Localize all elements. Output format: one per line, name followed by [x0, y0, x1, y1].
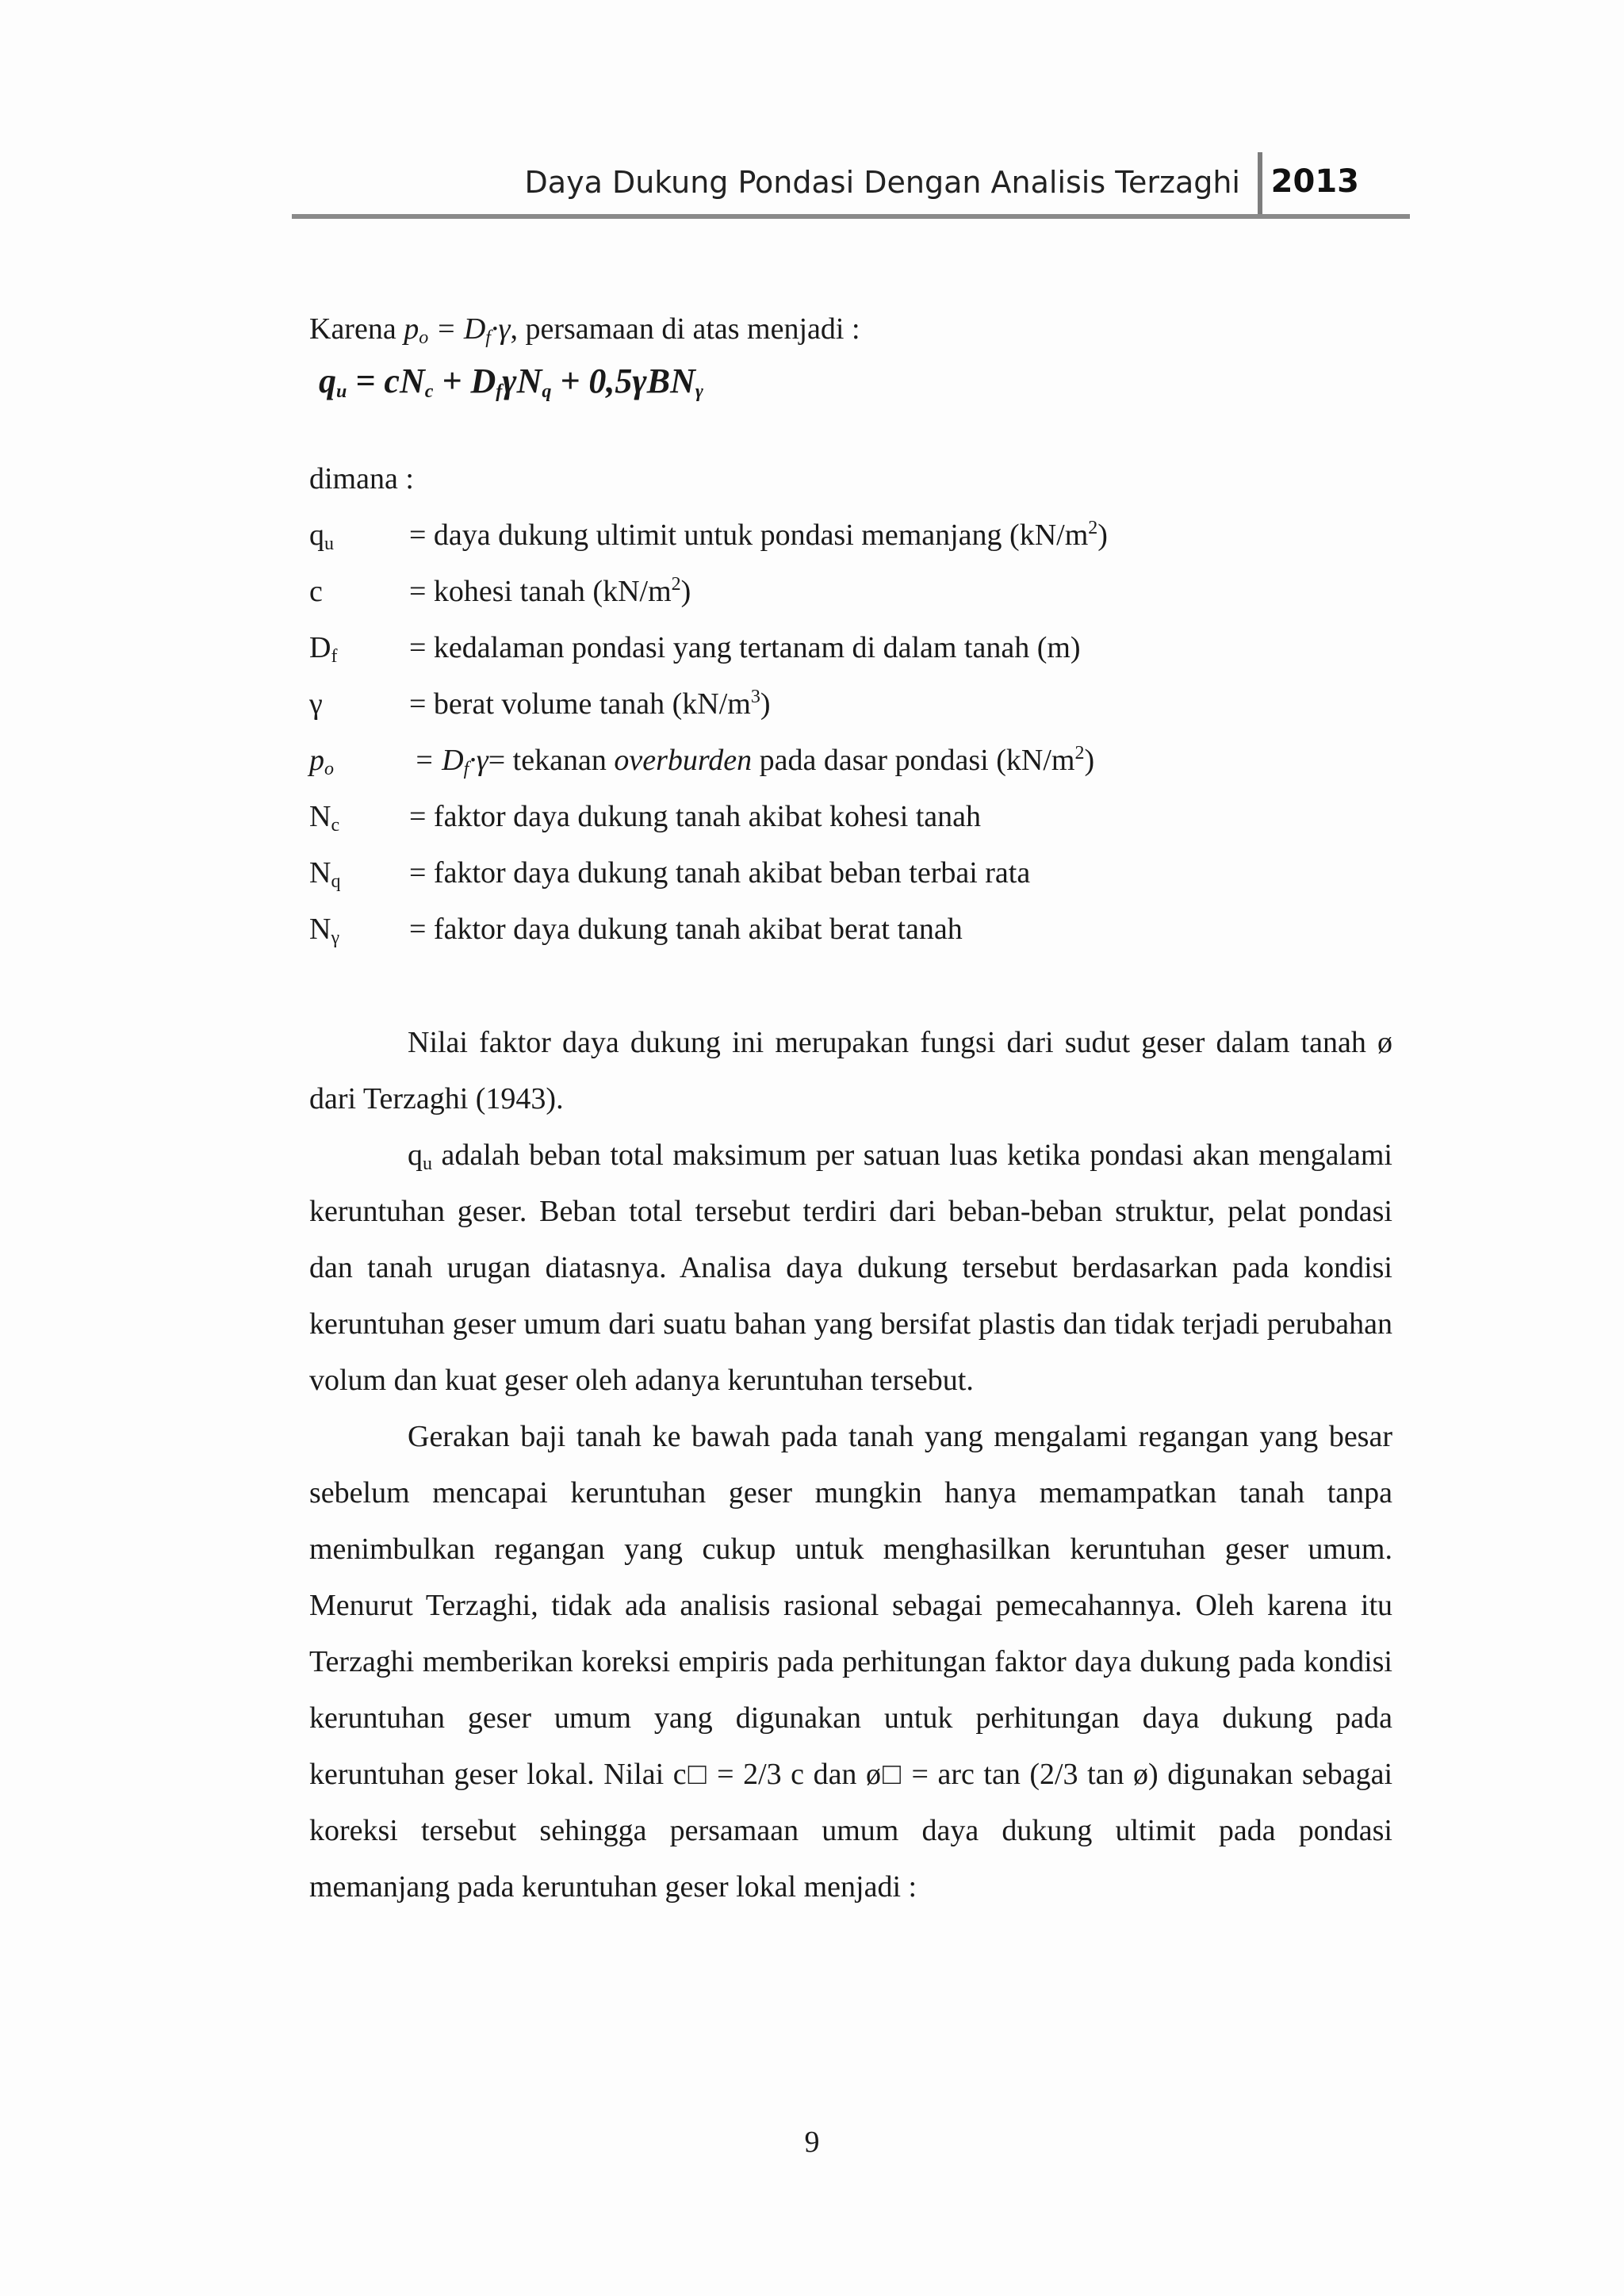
- def-symbol: $D_f$: [309, 631, 338, 667]
- def-text: = berat volume tanah $(kN/m^3)$: [409, 687, 771, 721]
- intro-gamma: ·γ: [490, 312, 511, 346]
- def-text: = kohesi tanah $(kN/m^2)$: [409, 574, 691, 608]
- definition-row: [309, 620, 1392, 676]
- def-text: = kedalaman pondasi yang tertanam di dalam tanah (m): [409, 631, 1081, 664]
- def-text: = faktor daya dukung tanah akibat berat tanah: [409, 913, 963, 946]
- header-rule: [292, 214, 1410, 219]
- definition-row: [309, 564, 1392, 620]
- eq-q: q: [319, 362, 336, 400]
- def-symbol: γ: [309, 687, 323, 721]
- def-text: = $D_f\cdot\gamma=$ tekanan overburden pada dasar pondasi $(kN/m^2)$: [414, 743, 1095, 779]
- eq-term-3-sub: q: [542, 381, 552, 402]
- header-title: Daya Dukung Pondasi Dengan Analisis Terzaghi: [524, 165, 1240, 200]
- definition-row: [309, 676, 1392, 733]
- definition-row: [309, 507, 1392, 564]
- bearing-capacity-equation: [309, 358, 1392, 418]
- paragraph-3: Gerakan baji tanah ke bawah pada tanah yang mengalami regangan yang besar sebelum mencapai keruntuhan geser mungkin hanya memampatkan tanah tanpa menimbulkan regangan yang cukup untuk menghasilkan keruntuhan geser umum. Menurut Terzaghi, tidak ada analisis rasional sebagai pemecahannya. Oleh karena itu Terzaghi memberikan koreksi empiris pada perhitungan faktor daya dukung pada kondisi keruntuhan geser umum yang digunakan untuk perhitungan daya dukung pada keruntuhan geser lokal. Nilai c□ = 2/3 c dan ø□ = arc tan (2/3 tan ø) digunakan sebagai koreksi tersebut sehingga persamaan umum daya dukung ultimit pada pondasi memanjang pada keruntuhan geser lokal menjadi :: [309, 1420, 1392, 1904]
- def-text: = daya dukung ultimit untuk pondasi memanjang $(kN/m^2)$: [409, 518, 1108, 552]
- page-number: 9: [804, 2126, 820, 2159]
- intro-df-sub: f: [485, 327, 491, 348]
- eq-term-4: + 0,5γBN: [551, 362, 695, 400]
- paragraph-2: $q_u$ adalah beban total maksimum per satuan luas ketika pondasi akan mengalami keruntuhan geser. Beban total tersebut terdiri dari beban-beban struktur, pelat pondasi dan tanah urugan diatasnya. Analisa daya dukung tersebut berdasarkan pada kondisi keruntuhan geser umum dari suatu bahan yang bersifat plastis dan tidak terjadi perubahan volum dan kuat geser oleh adanya keruntuhan tersebut.: [309, 1138, 1392, 1397]
- def-symbol: c: [309, 575, 323, 608]
- definition-row: [309, 789, 1392, 845]
- intro-po: p: [404, 312, 419, 346]
- definition-row-po: [309, 733, 1392, 789]
- eq-q-sub: u: [336, 381, 347, 402]
- intro-eq: = D: [428, 312, 486, 346]
- def-text: = faktor daya dukung tanah akibat beban terbai rata: [409, 856, 1031, 890]
- eq-term-2: + D: [433, 362, 496, 400]
- header-separator: [1258, 152, 1262, 219]
- header-year: 2013: [1270, 163, 1359, 200]
- intro-suffix: , persamaan di atas menjadi :: [510, 312, 860, 346]
- def-symbol: $N_\gamma$: [309, 913, 340, 948]
- def-symbol: $p_o$: [309, 744, 334, 779]
- eq-term-3: γN: [502, 362, 542, 400]
- paragraph-1: Nilai faktor daya dukung ini merupakan fungsi dari sudut geser dalam tanah ø dari Terzaghi (1943).: [309, 1026, 1392, 1115]
- eq-term-1: = cN: [347, 362, 425, 400]
- eq-term-1-sub: c: [424, 381, 434, 402]
- running-header: [292, 144, 1410, 219]
- page-body: [309, 301, 1392, 1915]
- def-symbol: $N_c$: [309, 800, 340, 836]
- intro-po-sub: o: [419, 327, 429, 348]
- eq-term-4-sub: γ: [695, 381, 703, 402]
- def-symbol: $q_u$: [309, 519, 334, 554]
- dimana-label: dimana :: [309, 462, 414, 496]
- eq-term-2-sub: f: [496, 381, 503, 402]
- intro-prefix: Karena: [309, 312, 404, 346]
- intro-line: [309, 301, 1392, 358]
- def-text: = faktor daya dukung tanah akibat kohesi tanah: [409, 800, 982, 833]
- definition-row: [309, 901, 1392, 958]
- definition-row: [309, 845, 1392, 901]
- def-symbol: $N_q$: [309, 856, 341, 892]
